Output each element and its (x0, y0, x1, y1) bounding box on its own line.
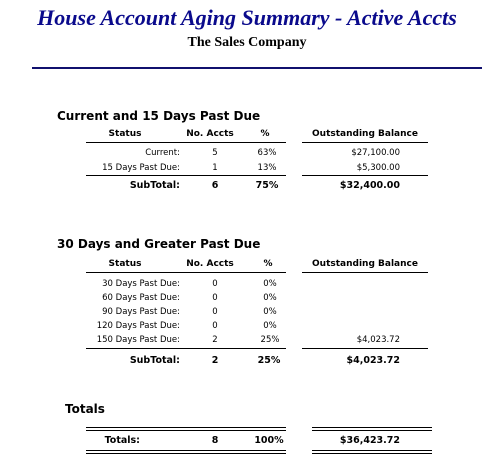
section2-row-accts: 0 (212, 293, 218, 303)
totals-balance-line-top-double (312, 430, 432, 431)
section2-row-pct: 25% (260, 335, 280, 345)
totals-balance-line-bottom (312, 450, 432, 451)
section2-header-line (86, 272, 286, 273)
section1-row-pct: 13% (257, 163, 277, 173)
section2-row-status: 30 Days Past Due: (102, 279, 180, 289)
totals-line-bottom-double (86, 453, 286, 454)
totals-balance: $36,423.72 (339, 435, 400, 446)
section1-subtotal-accts: 6 (211, 180, 219, 191)
section2-row-pct: 0% (263, 279, 277, 289)
section1-subtotal-label: SubTotal: (129, 180, 180, 191)
section1-row-status: Current: (145, 148, 180, 158)
section1-header-line-balance (302, 142, 428, 143)
section1-subtotal-pct: 75% (255, 180, 279, 191)
totals-heading: Totals (65, 402, 105, 416)
section1-col-balance: Outstanding Balance (312, 129, 418, 139)
section2-row-balance: $4,023.72 (356, 335, 400, 345)
section1-subtotal-balance: $32,400.00 (339, 180, 400, 191)
section2-row-accts: 2 (212, 335, 218, 345)
section2-subtotal-line (86, 348, 286, 349)
totals-line-top-double (86, 430, 286, 431)
section2-subtotal-balance: $4,023.72 (346, 355, 400, 366)
section2-row-status: 150 Days Past Due: (96, 335, 180, 345)
totals-label: Totals: (104, 435, 140, 446)
section1-row-balance: $27,100.00 (351, 148, 400, 158)
totals-pct: 100% (254, 435, 284, 446)
totals-line-top (86, 427, 286, 428)
section2-col-balance: Outstanding Balance (312, 259, 418, 269)
section1-row-status: 15 Days Past Due: (102, 163, 180, 173)
section2-row-accts: 0 (212, 321, 218, 331)
section1-row-accts: 5 (212, 148, 218, 158)
section2-subtotal-line-balance (302, 348, 428, 349)
section1-col-accts: No. Accts (186, 129, 234, 139)
section1-subtotal-line-balance (302, 175, 428, 176)
section2-row-status: 120 Days Past Due: (96, 321, 180, 331)
section2-row-accts: 0 (212, 279, 218, 289)
section2-row-status: 90 Days Past Due: (102, 307, 180, 317)
section2-col-accts: No. Accts (186, 259, 234, 269)
totals-balance-line-bottom-double (312, 453, 432, 454)
header-divider (32, 67, 482, 69)
totals-accts: 8 (211, 435, 219, 446)
section1-col-status: Status (108, 129, 142, 139)
section2-subtotal-accts: 2 (211, 355, 219, 366)
section2-row-status: 60 Days Past Due: (102, 293, 180, 303)
section2-col-status: Status (108, 259, 142, 269)
section1-subtotal-line (86, 175, 286, 176)
section2-header-line-balance (302, 272, 428, 273)
section1-row-balance: $5,300.00 (356, 163, 400, 173)
report-title: House Account Aging Summary - Active Accts (37, 5, 457, 30)
section2-heading: 30 Days and Greater Past Due (57, 237, 261, 251)
section2-subtotal-pct: 25% (257, 355, 281, 366)
totals-line-bottom (86, 450, 286, 451)
section2-row-pct: 0% (263, 293, 277, 303)
section1-row-accts: 1 (212, 163, 218, 173)
section2-row-pct: 0% (263, 321, 277, 331)
company-name: The Sales Company (187, 35, 307, 50)
section1-header-line (86, 142, 286, 143)
section2-row-accts: 0 (212, 307, 218, 317)
section2-subtotal-label: SubTotal: (129, 355, 180, 366)
section2-row-pct: 0% (263, 307, 277, 317)
section2-col-pct: % (263, 259, 273, 269)
section1-col-pct: % (260, 129, 270, 139)
section1-heading: Current and 15 Days Past Due (57, 109, 261, 123)
totals-balance-line-top (312, 427, 432, 428)
section1-row-pct: 63% (257, 148, 277, 158)
